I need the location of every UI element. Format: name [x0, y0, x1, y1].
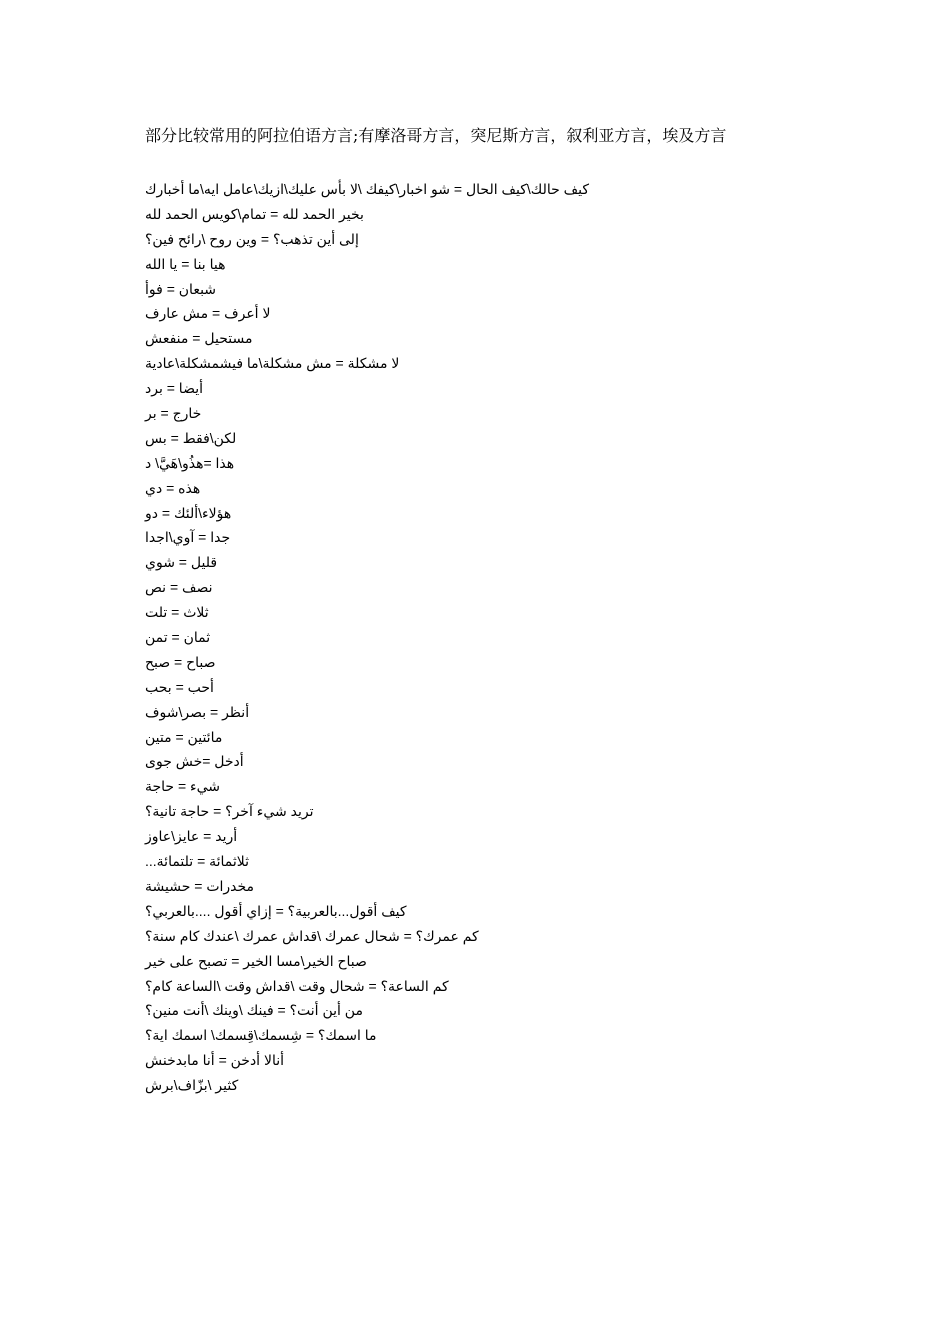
phrase-line: مخدرات = حشيشة [145, 877, 255, 894]
phrase-line: من أين أنت؟ = فينك \وينك \أنت منين؟ [145, 1002, 363, 1019]
phrase-line: هؤلاء\ألئك = دو [145, 504, 232, 521]
phrase-line: كم عمرك؟ = شحال عمرك \قداش عمرك \عندك كام سنة؟ [145, 927, 479, 944]
document-title: 部分比较常用的阿拉伯语方言;有摩洛哥方言，突尼斯方言，叙利亚方言，埃及方言 [145, 126, 727, 145]
phrase-line: شيء = حاجة [145, 778, 221, 795]
phrase-line: هذا =هذُو\هَيَّ\ د [145, 454, 235, 471]
phrase-line: لكن\فقط = بس [145, 429, 237, 446]
phrase-line: أيضا = برد [145, 380, 204, 397]
phrase-list [145, 177, 589, 1098]
phrase-line: أنالا أدخن = أنا مابدخنش [145, 1052, 284, 1069]
phrase-line: لا أعرف = مش عارف [145, 305, 271, 322]
phrase-line: صباح الخير\مسا الخير = تصبح على خير [145, 952, 367, 969]
phrase-line: تريد شيء آخر؟ = حاجة تانية؟ [145, 803, 314, 820]
phrase-line: لا مشكلة = مش مشكلة\ما فيشمشكلة\عادية [145, 355, 400, 372]
phrase-line: ما اسمك؟ = شِسمك\قِسمك\ اسمك اية؟ [145, 1027, 377, 1044]
phrase-line: قليل = شوي [145, 554, 218, 571]
phrase-line: أنظر = بصر\شوف [145, 703, 250, 720]
phrase-line: مستحيل = منفعش [145, 330, 253, 347]
phrase-line: ثلاثمائة = تلتمائة... [145, 853, 250, 870]
phrase-line: أحب = بحب [145, 678, 214, 695]
phrase-line: إلى أين تذهب؟ = وين روح \رائح فين؟ [145, 230, 359, 247]
phrase-line: نصف = نص [145, 579, 213, 596]
phrase-line: ثلاث = تلت [145, 604, 209, 621]
phrase-line: هيا بنا = يا الله [145, 255, 226, 272]
phrase-line: جدا = آوي\اجدا [145, 529, 231, 546]
phrase-line: كيف حالك\كيف الحال = شو اخبار\كيفك \لا بأس عليك\ازيك\عامل ايه\ما أخبارك [145, 181, 590, 197]
phrase-line: كم الساعة؟ = شحال وقت \قداش وقت \الساعة كام؟ [145, 977, 449, 994]
phrase-line: هذه = دي [145, 479, 201, 496]
phrase-line: شبعان = فوأ [145, 280, 217, 297]
phrase-line: مائتين = متين [145, 728, 223, 745]
phrase-line: كثير \بزّاف\برش [145, 1077, 239, 1094]
phrase-line: صباح = صبح [145, 653, 216, 670]
phrase-line: كيف أقول...بالعربية؟ = إزاي أقول ....بالعربي؟ [145, 902, 407, 919]
phrase-line: أريد = عايز\عاوز [145, 828, 238, 845]
phrase-line: خارج = بر [145, 405, 202, 422]
phrase-line: أدخل =خش جوى [145, 753, 244, 770]
phrase-line: بخير الحمد لله = تمام\كويس الحمد لله [145, 205, 364, 222]
phrase-line: ثمان = تمن [145, 629, 211, 646]
